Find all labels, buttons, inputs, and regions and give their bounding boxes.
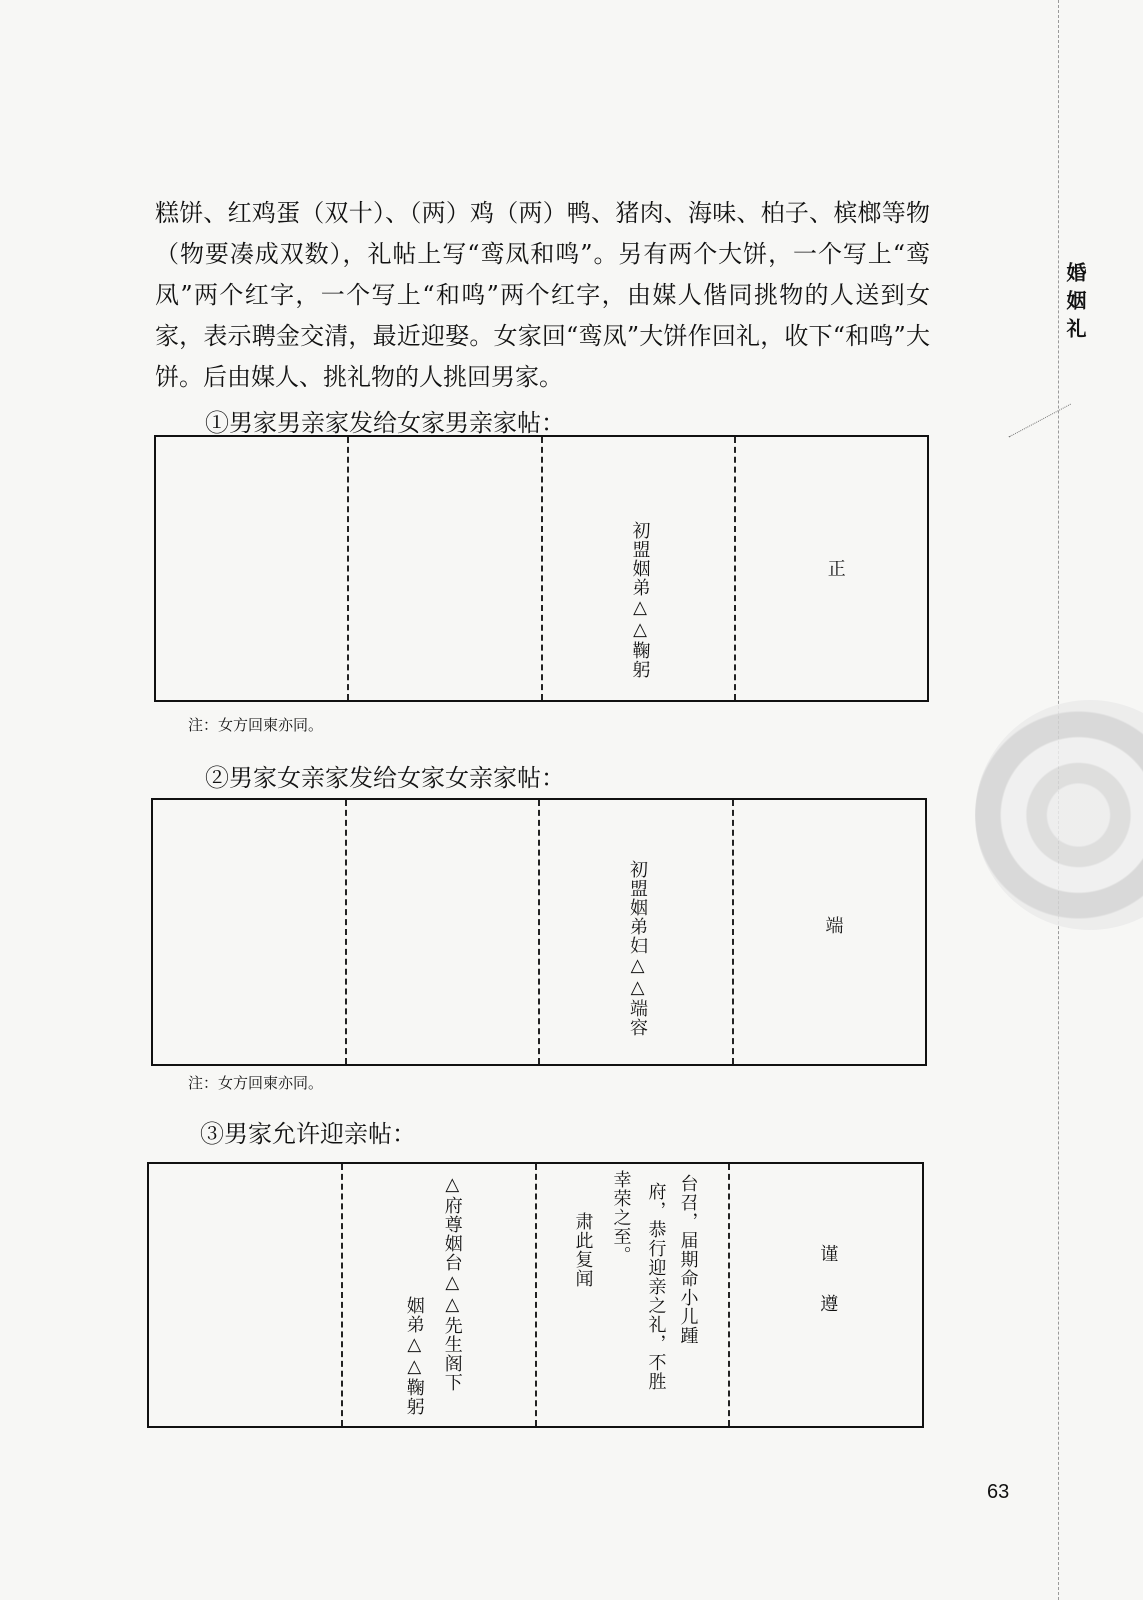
card2-col4 bbox=[734, 800, 926, 1064]
card3-signature: 姻弟△△鞠躬 bbox=[403, 1296, 425, 1416]
card1-col3 bbox=[543, 437, 736, 700]
card3-body-line1: 台召，届期命小儿踵 bbox=[677, 1174, 699, 1345]
section2-note: 注：女方回柬亦同。 bbox=[188, 1074, 324, 1092]
card2-col2 bbox=[347, 800, 541, 1064]
section3-heading: ③男家允许迎亲帖： bbox=[200, 1120, 416, 1148]
card3-body-line3: 幸荣之至。 bbox=[610, 1170, 632, 1265]
card3-col2 bbox=[343, 1164, 537, 1426]
section1-note: 注：女方回柬亦同。 bbox=[188, 716, 324, 734]
card1-col4 bbox=[736, 437, 927, 700]
card3-body-line2: 府，恭行迎亲之礼，不胜 bbox=[645, 1182, 667, 1391]
decorative-ornament bbox=[975, 700, 1143, 930]
invitation-card-3 bbox=[147, 1162, 924, 1428]
invitation-card-1 bbox=[154, 435, 929, 702]
card3-col1 bbox=[149, 1164, 343, 1426]
card2-cover-text: 端 bbox=[822, 916, 844, 935]
card3-body-line4: 肃此复闻 bbox=[572, 1212, 594, 1288]
card1-col2 bbox=[349, 437, 542, 700]
page-number: 63 bbox=[987, 1481, 1010, 1503]
card3-col3 bbox=[537, 1164, 731, 1426]
card3-cover-text: 谨遵 bbox=[817, 1244, 839, 1344]
card2-col3 bbox=[540, 800, 734, 1064]
side-tab-line bbox=[1009, 404, 1072, 439]
chapter-tab: 婚姻礼 bbox=[1063, 262, 1087, 346]
card3-col4 bbox=[730, 1164, 922, 1426]
section1-heading: ①男家男亲家发给女家男亲家帖： bbox=[205, 409, 565, 437]
card1-col1 bbox=[156, 437, 349, 700]
body-paragraph: 糕饼、红鸡蛋（双十）、（两）鸡（两）鸭、猪肉、海味、柏子、槟榔等物（物要凑成双数），礼帖上写“鸾凤和鸣”。另有两个大饼，一个写上“鸾凤”两个红字，一个写上“和鸣”两个红字，由媒人偕同挑物的人送到女家，表示聘金交清，最近迎娶。女家回“鸾凤”大饼作回礼，收下“和鸣”大饼。后由媒人、挑礼物的人挑回男家。 bbox=[155, 199, 930, 391]
section2-heading: ②男家女亲家发给女家女亲家帖： bbox=[205, 764, 565, 792]
card3-addressee: △府尊姻台△△先生阁下 bbox=[441, 1174, 463, 1392]
card1-signature: 初盟姻弟△△鞠躬 bbox=[629, 521, 651, 679]
card2-signature: 初盟姻弟妇△△端容 bbox=[627, 860, 648, 1037]
card1-cover-text: 正 bbox=[824, 559, 846, 578]
invitation-card-2 bbox=[151, 798, 927, 1066]
card2-col1 bbox=[153, 800, 347, 1064]
